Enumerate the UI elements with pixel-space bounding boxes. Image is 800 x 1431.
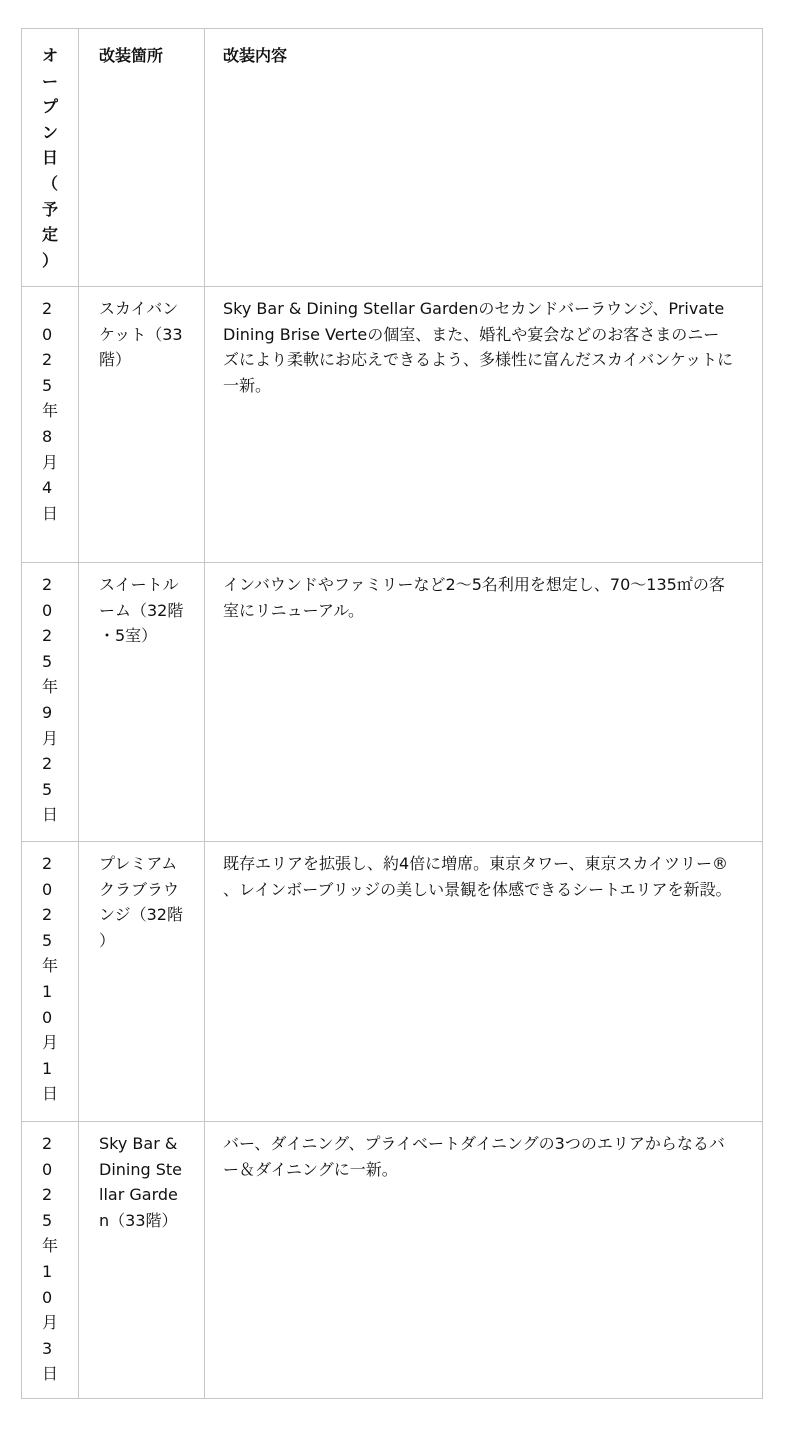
renovation-location-cell: プレミアムクラブラウンジ（32階） [79, 842, 205, 1122]
header-row [22, 29, 763, 287]
renovation-description-cell: インバウンドやファミリーなど2〜5名利用を想定し、70〜135㎡の客室にリニューアル。 [205, 563, 763, 842]
renovation-location-cell: スイートルーム（32階・5室） [79, 563, 205, 842]
column-header-renovation-details: 改装内容 [205, 29, 763, 287]
renovation-description-cell: Sky Bar & Dining Stellar Gardenのセカンドバーラウンジ、Private Dining Brise Verteの個室、また、婚礼や宴会などのお客さまのニーズにより柔軟にお応えできるよう、多様性に富んだスカイバンケットに一新。 [205, 287, 763, 563]
column-header-renovation-location: 改装箇所 [79, 29, 205, 287]
table-row [22, 287, 763, 563]
renovation-location-cell: スカイバンケット（33階） [79, 287, 205, 563]
renovation-description-cell: 既存エリアを拡張し、約4倍に増席。東京タワー、東京スカイツリー®、レインボーブリッジの美しい景観を体感できるシートエリアを新設。 [205, 842, 763, 1122]
open-date-cell: 2025年10月3日 [22, 1122, 79, 1399]
renovation-schedule-table [21, 28, 763, 1399]
table-row [22, 842, 763, 1122]
renovation-description-cell: バー、ダイニング、プライベートダイニングの3つのエリアからなるバー＆ダイニングに一新。 [205, 1122, 763, 1399]
column-header-open-date: オープン日（予定） [22, 29, 79, 287]
open-date-cell: 2025年9月25日 [22, 563, 79, 842]
renovation-location-cell: Sky Bar & Dining Stellar Garden（33階） [79, 1122, 205, 1399]
table-row [22, 563, 763, 842]
open-date-cell: 2025年10月1日 [22, 842, 79, 1122]
table-row [22, 1122, 763, 1399]
open-date-cell: 2025年8月4日 [22, 287, 79, 563]
